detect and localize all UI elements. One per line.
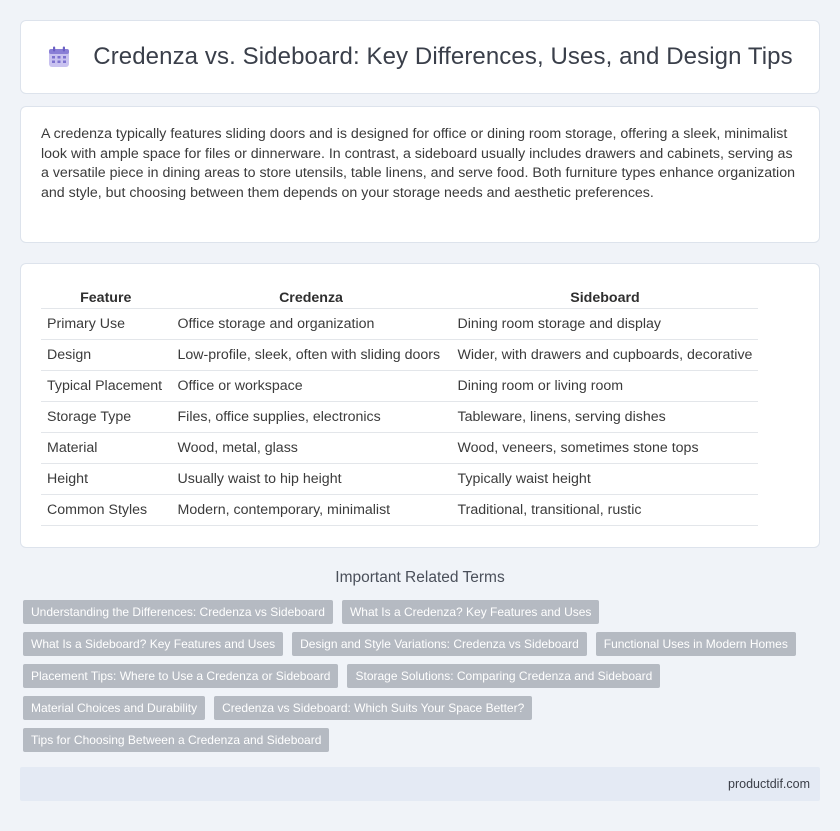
table-row — [41, 433, 758, 464]
column-header-sideboard: Sideboard — [451, 284, 758, 309]
sideboard-cell: Traditional, transitional, rustic — [451, 495, 758, 526]
sideboard-cell: Wood, veneers, sometimes stone tops — [451, 433, 758, 464]
sideboard-cell: Dining room storage and display — [451, 309, 758, 340]
related-terms-list — [23, 600, 823, 760]
sideboard-cell: Typically waist height — [451, 464, 758, 495]
tag-row — [23, 600, 823, 624]
credenza-cell: Office or workspace — [171, 371, 451, 402]
sideboard-cell: Tableware, linens, serving dishes — [451, 402, 758, 433]
related-term-tag[interactable]: Material Choices and Durability — [23, 696, 205, 720]
feature-cell: Storage Type — [41, 402, 171, 433]
page-title: Credenza vs. Sideboard: Key Differences, Uses, and Design Tips — [93, 43, 793, 70]
calendar-grid-icon — [47, 45, 71, 69]
table-header-row — [41, 284, 758, 309]
credenza-cell: Low-profile, sleek, often with sliding doors — [171, 340, 451, 371]
title-wrap — [47, 43, 792, 71]
credenza-cell: Modern, contemporary, minimalist — [171, 495, 451, 526]
related-term-tag[interactable]: Design and Style Variations: Credenza vs Sideboard — [292, 632, 587, 656]
related-term-tag[interactable]: Tips for Choosing Between a Credenza and Sideboard — [23, 728, 329, 752]
column-header-feature: Feature — [41, 284, 171, 309]
comparison-table — [41, 284, 758, 526]
sideboard-cell: Wider, with drawers and cupboards, decorative — [451, 340, 758, 371]
header-card — [20, 20, 820, 94]
related-terms-heading: Important Related Terms — [335, 569, 505, 586]
credenza-cell: Usually waist to hip height — [171, 464, 451, 495]
table-row — [41, 309, 758, 340]
credenza-cell: Wood, metal, glass — [171, 433, 451, 464]
intro-card — [20, 106, 820, 243]
tag-row — [23, 696, 823, 720]
intro-paragraph: A credenza typically features sliding doors and is designed for office or dining room storage, offering a sleek, minimalist look with ample space for files or dinnerware. In contrast, a sideboard usually includes drawers and cabinets, serving as a versatile piece in dining areas to store utensils, table linens, and serve food. Both furniture types enhance organization and style, but choosing between them depends on your storage needs and aesthetic preferences. — [41, 126, 795, 201]
credenza-cell: Office storage and organization — [171, 309, 451, 340]
related-term-tag[interactable]: Placement Tips: Where to Use a Credenza or Sideboard — [23, 664, 338, 688]
footer — [20, 767, 820, 801]
related-term-tag[interactable]: Storage Solutions: Comparing Credenza and Sideboard — [347, 664, 660, 688]
feature-cell: Design — [41, 340, 171, 371]
tag-row — [23, 664, 823, 688]
related-term-tag[interactable]: Functional Uses in Modern Homes — [596, 632, 796, 656]
related-term-tag[interactable]: What Is a Credenza? Key Features and Uses — [342, 600, 599, 624]
table-row — [41, 402, 758, 433]
related-term-tag[interactable]: What Is a Sideboard? Key Features and Uses — [23, 632, 283, 656]
related-term-tag[interactable]: Understanding the Differences: Credenza vs Sideboard — [23, 600, 333, 624]
tag-row — [23, 632, 823, 656]
feature-cell: Primary Use — [41, 309, 171, 340]
column-header-credenza: Credenza — [171, 284, 451, 309]
sideboard-cell: Dining room or living room — [451, 371, 758, 402]
feature-cell: Common Styles — [41, 495, 171, 526]
feature-cell: Typical Placement — [41, 371, 171, 402]
table-row — [41, 340, 758, 371]
table-row — [41, 464, 758, 495]
comparison-card — [20, 263, 820, 548]
feature-cell: Height — [41, 464, 171, 495]
credenza-cell: Files, office supplies, electronics — [171, 402, 451, 433]
feature-cell: Material — [41, 433, 171, 464]
table-row — [41, 371, 758, 402]
table-row — [41, 495, 758, 526]
tag-row — [23, 728, 823, 752]
footer-site-name[interactable]: productdif.com — [728, 777, 810, 791]
related-term-tag[interactable]: Credenza vs Sideboard: Which Suits Your Space Better? — [214, 696, 532, 720]
